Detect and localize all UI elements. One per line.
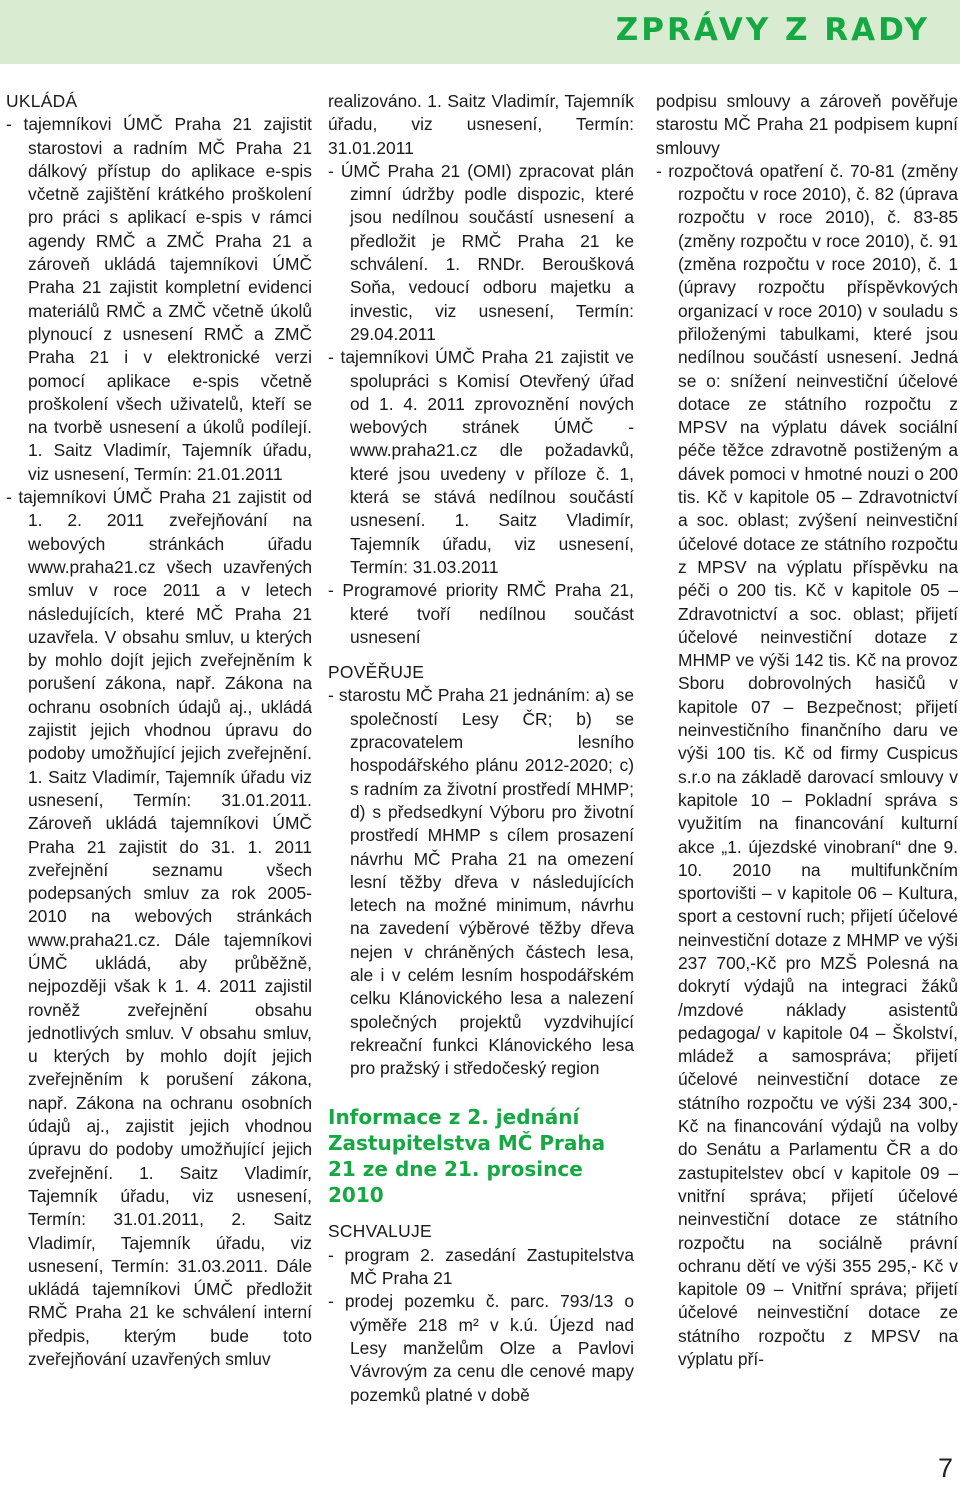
heading-schvaluje: SCHVALUJE — [328, 1221, 432, 1242]
list-item: - ÚMČ Praha 21 (OMI) zpracovat plán zimní údržby podle dispozic, které jsou nedílnou součástí usnesení a předložit je RMČ Praha 21 ke schválení. 1. RNDr. Beroušková Soňa, vedoucí odboru majetku a investic, viz usnesení, Termín: 29.04.2011 — [328, 160, 634, 344]
right-column — [656, 90, 958, 1371]
middle-column — [328, 90, 634, 1407]
list-item: - starostu MČ Praha 21 jednáním: a) se společností Lesy ČR; b) se zpracovatelem lesního hospodářského plánu 2012-2020; c) s radním za životní prostředí MHMP; d) s předsedkyní Výboru pro životní prostředí MHMP s cílem prosazení návrhu MČ Praha 21 na omezení lesní těžby dřeva v následujících letech na možné minimum, návrhu na zavedení výběrové těžby dřeva nejen v chráněných částech lesa, ale i v celém lesním hospodářském celku Klánovického lesa a nalezení společných projektů vyzdvihující rekreační funkci Klánovického lesa pro pražský i středočeský region — [328, 685, 634, 1079]
continuation-text: realizováno. 1. Saitz Vladimír, Tajemník úřadu, viz usnesení, Termín: 31.01.2011 — [328, 91, 634, 158]
continuation-text: podpisu smlouvy a zároveň pověřuje starostu MČ Praha 21 podpisem kupní smlouvy — [656, 91, 958, 158]
list-item: - tajemníkovi ÚMČ Praha 21 zajistit ve spolupráci s Komisí Otevřený úřad od 1. 4. 2011 zprovoznění nových webových stránek ÚMČ - www.praha21.cz dle požadavků, které jsou uvedeny v příloze č. 1, která se stává nedílnou součástí usnesení. 1. Saitz Vladimír, Tajemník úřadu, viz usnesení, Termín: 31.03.2011 — [328, 347, 634, 577]
heading-poveruje: POVĚŘUJE — [328, 662, 425, 683]
page-title: ZPRÁVY Z RADY — [615, 12, 930, 48]
list-item: - rozpočtová opatření č. 70-81 (změny rozpočtu v roce 2010), č. 82 (úprava rozpočtu v roce 2010), č. 83-85 (změny rozpočtu v roce 2010), č. 91 (změna rozpočtu v roce 2010), č. 1 (úpravy rozpočtu příspěvkových organizací v roce 2010) v souladu s přiloženými tabulkami, které jsou nedílnou součástí usnesení. Jedná se o: snížení neinvestiční účelové dotace ze státního rozpočtu z MPSV na výplatu dávek sociální péče těžce zdravotně postiženým a dávek pomoci v hmotné nouzi o 200 tis. Kč v kapitole 05 – Zdravotnictví a soc. oblast; zvýšení neinvestiční účelové dotace ze státního rozpočtu z MPSV na výplatu příspěvku na péči o 200 tis. Kč v kapitole 05 – Zdravotnictví a soc. oblast; přijetí účelové neinvestiční dotaze z MHMP ve výši 142 tis. Kč na provoz Sboru dobrovolných hasičů v kapitole 07 – Bezpečnost; přijetí neinvestičního finančního daru ve výši 100 tis. Kč od firmy Cuspicus s.r.o na základě darovací smlouvy v kapitole 10 – Pokladní správa s využitím na financování kulturní akce „1. újezdské vinobraní“ dne 9. 10. 2010 na multifunkčním sportovišti – v kapitole 06 – Kultura, sport a cestovní ruch; přijetí účelové neinvestiční dotaze z MHMP ve výši 237 700,-Kč pro MZŠ Polesná na dokrytí výdajů na integraci žáků /mzdové náklady asistentů pedagoga/ v kapitole 04 – Školství, mládež a samospráva; přijetí účelové neinvestiční dotace ze státního rozpočtu ve výši 234 300,- Kč na financování výdajů na volby do Senátu a Parlamentu ČR a do zastupitelstev obcí v kapitole 09 – vnitřní správa; přijetí účelové neinvestiční dotace ze státního rozpočtu na sociálně právní ochranu dětí ve výši 355 295,- Kč v kapitole 09 – Vnitřní správa; přijetí účelové neinvestiční dotace ze státního rozpočtu z MPSV na výplatu pří- — [656, 160, 958, 1370]
list-item: - Programové priority RMČ Praha 21, které tvoří nedílnou součást usnesení — [328, 580, 634, 647]
section-title: Informace z 2. jednání Zastupitelstva MČ Praha 21 ze dne 21. prosince 2010 — [328, 1105, 606, 1208]
page-number: 7 — [937, 1453, 953, 1483]
list-item: - prodej pozemku č. parc. 793/13 o výměře 218 m² v k.ú. Újezd nad Lesy manželům Olze a Pavlovi Vávrovým za cenu dle cenové mapy pozemků platné v době — [328, 1291, 634, 1405]
header-band — [0, 0, 960, 64]
left-column — [6, 90, 312, 1371]
list-item: - tajemníkovi ÚMČ Praha 21 zajistit od 1. 2. 2011 zveřejňování na webových stránkách úřadu www.praha21.cz všech uzavřených smluv v roce 2011 a v letech následujících, které MČ Praha 21 uzavřela. V obsahu smluv, u kterých by mohlo dojít jejich zveřejněním k porušení zákona, např. Zákona na ochranu osobních údajů aj., ukládá zajistit jejich vhodnou úpravu do podoby umožňující jejich zveřejnění. 1. Saitz Vladimír, Tajemník úřadu viz usnesení, Termín: 31.01.2011. Zároveň ukládá tajemníkovi ÚMČ Praha 21 zajistit do 31. 1. 2011 zveřejnění seznamu všech podepsaných smluv za rok 2005-2010 na webových stránkách www.praha21.cz. Dále tajemníkovi ÚMČ ukládá, aby průběžně, nejpozději však k 1. 4. 2011 zajistil rovněž zveřejnění obsahu jednotlivých smluv. V obsahu smluv, u kterých by mohlo dojít jejich zveřejněním k porušení zákona, např. Zákona na ochranu osobních údajů aj., zajistit jejich vhodnou úpravu do podoby umožňující jejich zveřejnění. 1. Saitz Vladimír, Tajemník úřadu, viz usnesení, Termín: 31.01.2011, 2. Saitz Vladimír, Tajemník úřadu, viz usnesení, Termín: 31.03.2011. Dále ukládá tajemníkovi ÚMČ předložit RMČ Praha 21 ke schválení interní předpis, kterým bude toto zveřejňování uzavřených smluv — [6, 487, 312, 1370]
list-item: - program 2. zasedání Zastupitelstva MČ Praha 21 — [328, 1244, 634, 1289]
heading-ukl: UKLÁDÁ — [6, 91, 78, 111]
list-item: - tajemníkovi ÚMČ Praha 21 zajistit starostovi a radním MČ Praha 21 dálkový přístup do aplikace e-spis včetně zajištění krátkého proškolení pro práci s aplikací e-spis v rámci agendy RMČ a ZMČ Praha 21 a zároveň ukládá tajemníkovi ÚMČ Praha 21 zajistit kompletní evidenci materiálů RMČ a ZMČ včetně úkolů plynoucí z usnesení RMČ a ZMČ Praha 21 i v elektronické verzi pomocí aplikace e-spis včetně proškolení všech uživatelů, kteří se na tvorbě usnesení a úkolů podílejí. 1. Saitz Vladimír, Tajemník úřadu, viz usnesení, Termín: 21.01.2011 — [6, 114, 312, 484]
